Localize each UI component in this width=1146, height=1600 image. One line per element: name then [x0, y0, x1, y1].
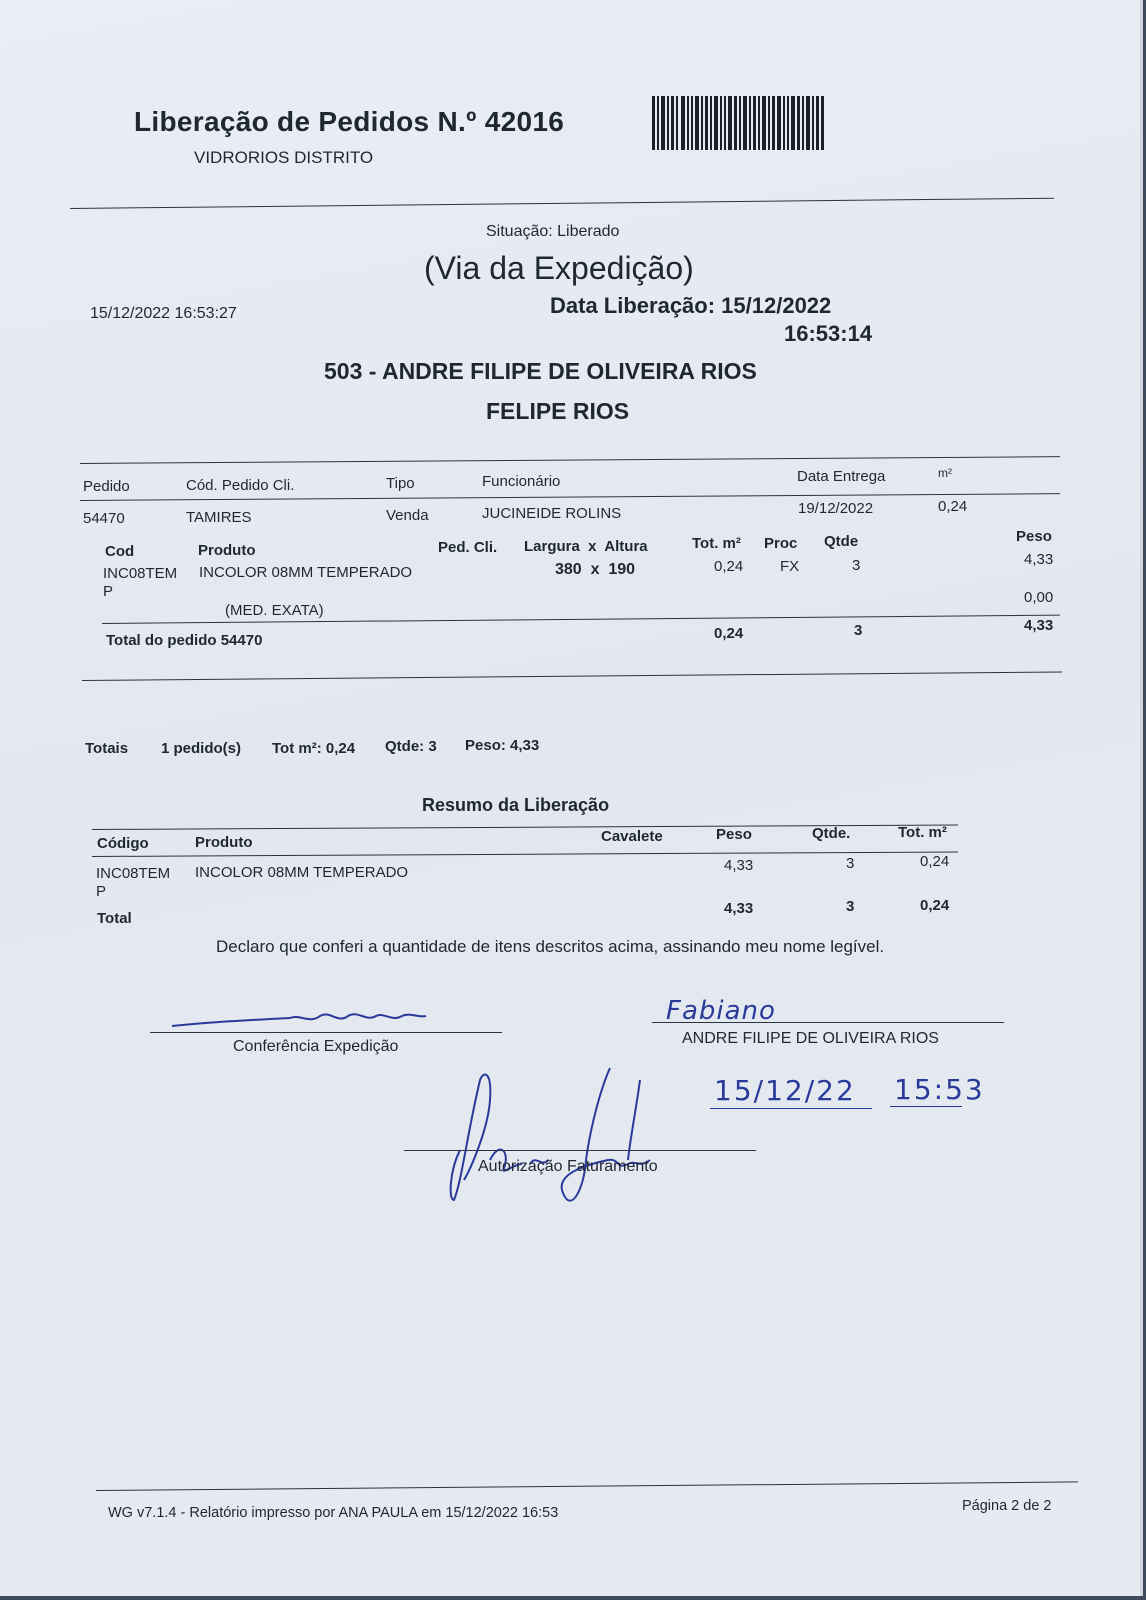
- totals-qtde: Qtde: 3: [385, 738, 437, 755]
- release-time: 16:53:14: [784, 321, 873, 346]
- order-m2: 0,24: [938, 498, 968, 515]
- summary-col-codigo: Código: [97, 835, 149, 852]
- item-cod-cont: P: [103, 583, 114, 600]
- handwritten-underline: [890, 1106, 962, 1107]
- col-tot-m2: Tot. m²: [692, 535, 741, 552]
- summary-col-produto: Produto: [195, 834, 253, 851]
- col-qtde: Qtde: [824, 533, 859, 550]
- order-type: Venda: [386, 507, 429, 524]
- signature-line: [652, 1022, 1004, 1023]
- divider: [80, 493, 1060, 501]
- summary-item-qtde: 3: [846, 855, 855, 872]
- copy-type: (Via da Expedição): [424, 250, 694, 286]
- totals-peso: Peso: 4,33: [465, 737, 540, 754]
- document-title: Liberação de Pedidos N.º 42016: [134, 106, 565, 137]
- col-pedido: Pedido: [83, 478, 130, 495]
- client-signature-label: ANDRE FILIPE DE OLIVEIRA RIOS: [682, 1030, 939, 1047]
- item-produto: INCOLOR 08MM TEMPERADO: [199, 564, 413, 581]
- handwritten-time: 15:53: [894, 1073, 985, 1106]
- divider: [70, 198, 1054, 209]
- employee: JUCINEIDE ROLINS: [482, 505, 622, 522]
- conferencia-signature: [170, 1008, 430, 1032]
- handwritten-underline: [710, 1108, 872, 1109]
- page-number: Página 2 de 2: [962, 1498, 1052, 1514]
- col-m2: m²: [938, 466, 952, 480]
- barcode: [652, 96, 826, 150]
- handwritten-date: 15/12/22: [714, 1074, 856, 1107]
- summary-total-label: Total: [97, 910, 132, 927]
- conferencia-label: Conferência Expedição: [233, 1038, 399, 1055]
- autorizacao-label: Autorização Faturamento: [478, 1158, 658, 1175]
- summary-total-tot-m2: 0,24: [920, 897, 950, 914]
- divider: [92, 851, 958, 857]
- item-proc: FX: [780, 558, 800, 575]
- item-cod: INC08TEM: [103, 565, 178, 582]
- summary-item-produto: INCOLOR 08MM TEMPERADO: [195, 864, 409, 881]
- summary-title: Resumo da Liberação: [422, 795, 610, 815]
- client-order-code: TAMIRES: [186, 509, 252, 526]
- col-peso: Peso: [1016, 528, 1052, 545]
- col-produto: Produto: [198, 542, 256, 559]
- summary-item-peso: 4,33: [724, 857, 754, 874]
- client-name: 503 - ANDRE FILIPE DE OLIVEIRA RIOS: [324, 358, 757, 384]
- order-number: 54470: [83, 510, 125, 527]
- company-name: VIDRORIOS DISTRITO: [194, 148, 374, 167]
- col-tipo: Tipo: [386, 475, 415, 492]
- signature-line: [150, 1032, 502, 1033]
- summary-col-qtde: Qtde.: [812, 825, 851, 842]
- footer-divider: [96, 1481, 1078, 1491]
- summary-col-tot-m2: Tot. m²: [898, 824, 947, 841]
- order-total-qtde: 3: [854, 622, 863, 639]
- client-nickname: FELIPE RIOS: [486, 398, 630, 424]
- declaration-text: Declaro que conferi a quantidade de itens descritos acima, assinando meu nome legível.: [216, 937, 885, 956]
- totals-label: Totais: [85, 740, 129, 757]
- item-tot-m2: 0,24: [714, 558, 744, 575]
- totals-m2: Tot m²: 0,24: [272, 740, 356, 757]
- order-total-peso: 4,33: [1024, 617, 1054, 634]
- summary-col-peso: Peso: [716, 826, 752, 843]
- summary-col-cavalete: Cavalete: [601, 828, 663, 845]
- col-ped-cli: Ped. Cli.: [438, 539, 498, 556]
- summary-item-tot-m2: 0,24: [920, 853, 950, 870]
- col-cod: Cod: [105, 543, 135, 560]
- order-total-label: Total do pedido 54470: [106, 632, 263, 649]
- order-total-m2: 0,24: [714, 625, 744, 642]
- summary-total-qtde: 3: [846, 898, 855, 915]
- signature-line: [404, 1150, 756, 1151]
- delivery-date: 19/12/2022: [798, 500, 874, 517]
- item-peso: 4,33: [1024, 551, 1054, 568]
- col-cod-pedido-cli: Cód. Pedido Cli.: [186, 477, 295, 494]
- release-date: Data Liberação: 15/12/2022: [550, 293, 832, 318]
- item-qtde: 3: [852, 557, 861, 574]
- client-signature: Fabiano: [666, 996, 776, 1026]
- status-text: Situação: Liberado: [486, 223, 620, 240]
- summary-total-peso: 4,33: [724, 900, 754, 917]
- item-peso-extra: 0,00: [1024, 589, 1054, 606]
- col-largura-altura: Largura x Altura: [524, 538, 648, 555]
- divider: [82, 671, 1062, 681]
- summary-item-cod: INC08TEM: [96, 865, 171, 882]
- item-dimensions: 380 x 190: [555, 561, 636, 578]
- item-note: (MED. EXATA): [225, 602, 324, 619]
- col-data-entrega: Data Entrega: [797, 468, 886, 485]
- col-funcionario: Funcionário: [482, 473, 561, 490]
- totals-pedidos: 1 pedido(s): [161, 740, 242, 757]
- print-datetime: 15/12/2022 16:53:27: [90, 305, 237, 322]
- summary-item-cod-cont: P: [96, 883, 107, 900]
- col-proc: Proc: [764, 535, 798, 552]
- footer-report: WG v7.1.4 - Relatório impresso por ANA PAULA em 15/12/2022 16:53: [108, 1505, 559, 1521]
- divider: [80, 456, 1060, 464]
- autorizacao-signature: [440, 1060, 670, 1210]
